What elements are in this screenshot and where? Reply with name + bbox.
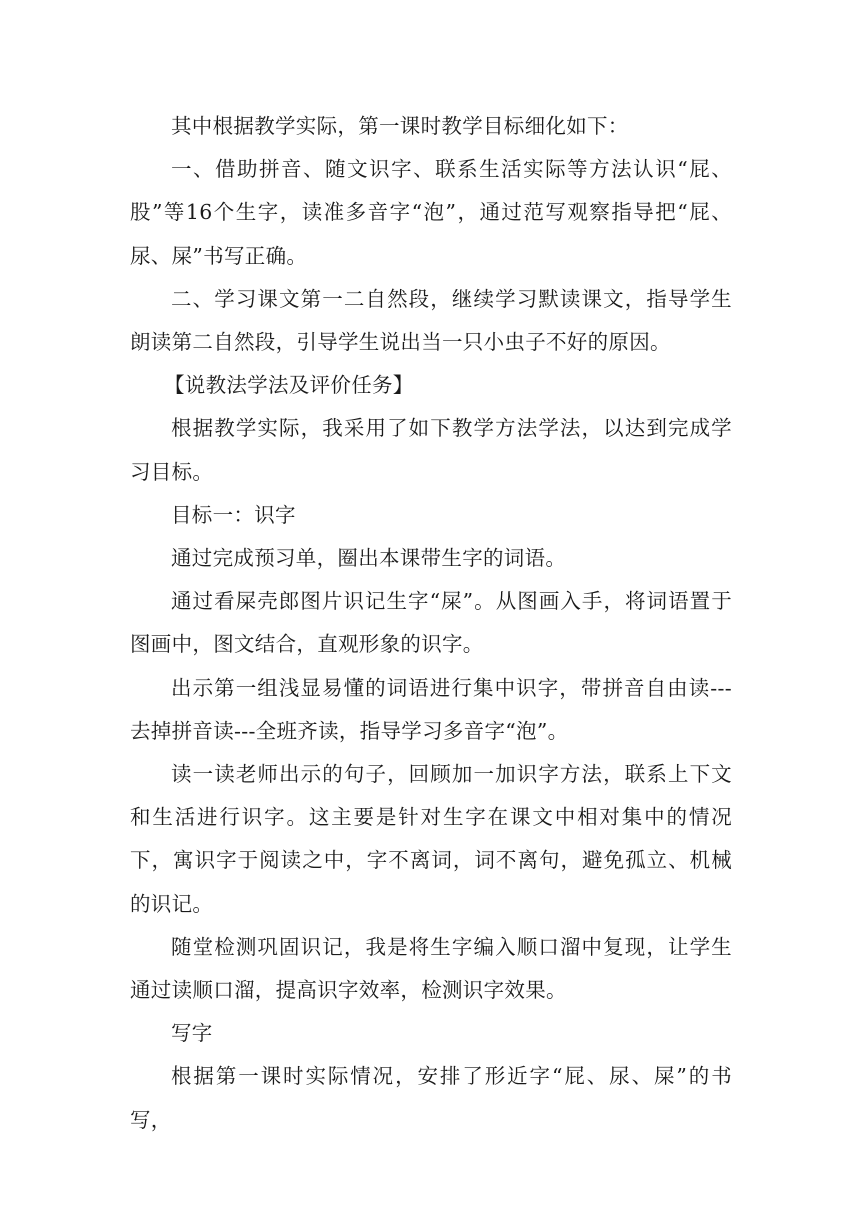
paragraph-check: 随堂检测巩固识记，我是将生字编入顺口溜中复现，让学生通过读顺口溜，提高识字效率，检测识字效果。 xyxy=(130,934,732,1003)
paragraph-intro: 其中根据教学实际，第一课时教学目标细化如下： xyxy=(171,114,629,138)
subheading-goal-one: 目标一：识字 xyxy=(171,502,296,527)
paragraph-word-group: 出示第一组浅显易懂的词语进行集中识字，带拼音自由读---去掉拼音读---全班齐读，指导学习多音字“泡”。 xyxy=(130,675,732,743)
subheading-writing: 写字 xyxy=(171,1021,213,1046)
section-heading: 【说教法学法及评价任务】 xyxy=(164,373,414,398)
paragraph-writing: 根据第一课时实际情况，安排了形近字“屁、尿、屎”的书写， xyxy=(130,1064,732,1132)
document-body xyxy=(130,105,732,1142)
paragraph-goal-two: 二、学习课文第一二自然段，继续学习默读课文，指导学生朗读第二自然段，引导学生说出当一只小虫子不好的原因。 xyxy=(130,286,732,355)
paragraph-picture: 通过看屎壳郎图片识记生字“屎”。从图画入手，将词语置于图画中，图文结合，直观形象的识字。 xyxy=(130,589,732,657)
paragraph-preview: 通过完成预习单，圈出本课带生字的词语。 xyxy=(171,546,567,571)
paragraph-sentence: 读一读老师出示的句子，回顾加一加识字方法，联系上下文和生活进行识字。这主要是针对生字在课文中相对集中的情况下，寓识字于阅读之中，字不离词，词不离句，避免孤立、机械的识记。 xyxy=(130,762,732,916)
paragraph-goal-one: 一、借助拼音、随文识字、联系生活实际等方法认识“屁、股”等16个生字，读准多音字“泡”，通过范写观察指导把“屁、尿、屎”书写正确。 xyxy=(130,157,732,268)
paragraph-method-intro: 根据教学实际，我采用了如下教学方法学法，以达到完成学习目标。 xyxy=(130,416,732,484)
